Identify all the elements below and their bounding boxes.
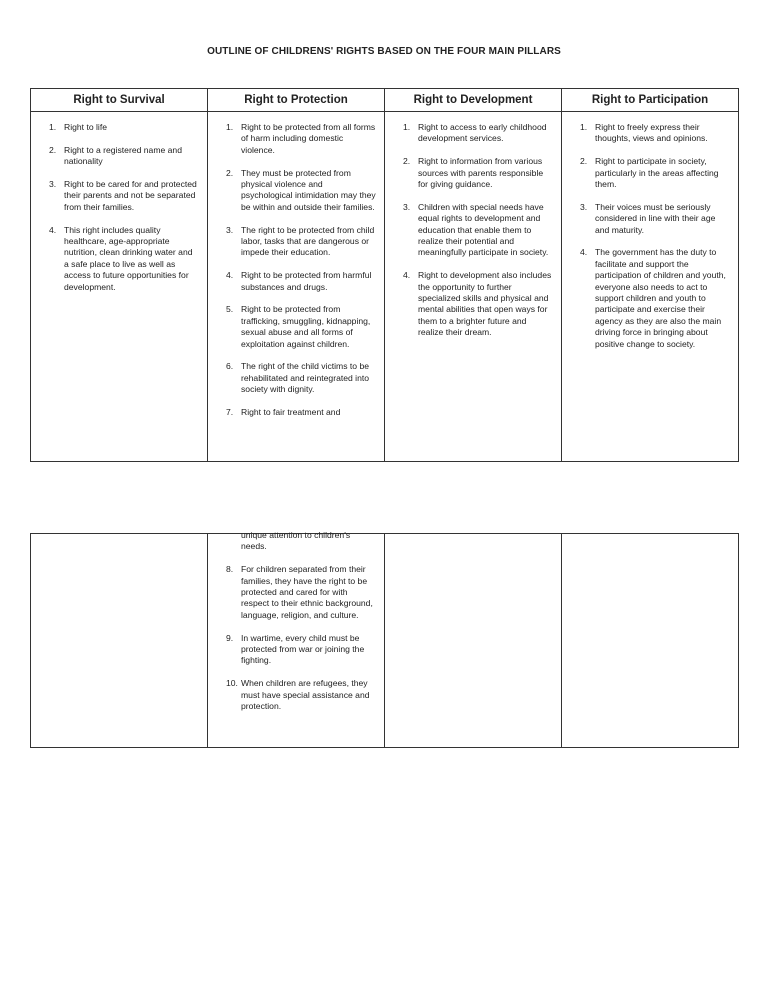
list-item	[208, 361, 384, 395]
list-item	[562, 247, 738, 350]
list-item	[208, 678, 384, 712]
item-number: 6.	[226, 361, 234, 372]
protection-cell	[208, 112, 385, 462]
item-text: Right to be protected from trafficking, smuggling, kidnapping, sexual abuse and all forms of exploitation against children.	[241, 304, 371, 349]
item-number: 1.	[403, 122, 411, 132]
participation-cell	[562, 112, 739, 462]
item-number: 3.	[580, 201, 588, 212]
item-text: This right includes quality healthcare, age-appropriate nutrition, clean drinking water and a safe place to live as well as access to future opportunities for development.	[64, 224, 193, 292]
item-number: 3.	[49, 179, 57, 189]
list-item	[208, 407, 384, 418]
list-item	[385, 122, 561, 145]
item-number: 5.	[226, 304, 234, 315]
item-number: 1.	[49, 122, 57, 132]
list-item	[208, 633, 384, 667]
item-number: 10.	[226, 678, 238, 689]
list-item	[208, 225, 384, 259]
list-item	[562, 156, 738, 190]
header-development: Right to Development	[385, 89, 562, 112]
rights-table	[30, 88, 739, 462]
survival-list	[31, 122, 207, 293]
item-text: Right to information from various sources with parents responsible for giving guidance.	[418, 156, 544, 190]
item-text: Right to freely express their thoughts, views and opinions.	[595, 122, 708, 144]
header-survival: Right to Survival	[31, 89, 208, 112]
item-number: 4.	[226, 270, 234, 281]
item-number: 3.	[226, 224, 234, 235]
item-number: 2.	[580, 156, 588, 167]
header-participation: Right to Participation	[562, 89, 739, 112]
item-number: 4.	[403, 270, 411, 281]
item-number: 8.	[226, 564, 234, 575]
list-item	[385, 270, 561, 338]
item-text: The right to be protected from child labor, tasks that are dangerous or impede their education.	[241, 224, 375, 258]
list-item	[208, 270, 384, 293]
item-number: 4.	[580, 247, 588, 258]
item-text: Right to access to early childhood development services.	[418, 122, 547, 144]
item-text: Right to life	[64, 122, 107, 132]
list-item	[31, 225, 207, 293]
development-cell	[385, 112, 562, 462]
header-row	[31, 89, 739, 112]
item-number: 1.	[580, 122, 588, 132]
item-number: 4.	[49, 224, 57, 235]
item-text: Children with special needs have equal rights to development and education that enable them to realize their potential and meaningfully participate in society.	[418, 201, 549, 258]
content-row	[31, 112, 739, 462]
rights-table-continued	[30, 530, 739, 748]
list-item	[385, 156, 561, 190]
list-item	[31, 122, 207, 133]
protection-list-continued	[208, 564, 384, 712]
list-item	[31, 145, 207, 168]
document-title: OUTLINE OF CHILDRENS' RIGHTS BASED ON THE FOUR MAIN PILLARS	[207, 46, 561, 57]
item-number: 2.	[403, 156, 411, 167]
list-item	[31, 179, 207, 213]
item-text: Right to fair treatment and	[241, 407, 341, 418]
item-text: The government has the duty to facilitate and support the participation of children and youth, everyone also needs to act to support children and youth to participate and exercise their agency as they are also the main driving force in bringing about positive change to society.	[595, 247, 726, 349]
continued-fragment: unique attention to children's needs.	[241, 530, 351, 552]
item-text: They must be protected from physical violence and psychological intimidation may they be within and outside their families.	[241, 167, 376, 212]
header-protection: Right to Protection	[208, 89, 385, 112]
item-number: 3.	[403, 201, 411, 212]
list-item	[208, 122, 384, 156]
item-text: Right to development also includes the opportunity to further specialized skills and physical and mental abilities that open ways for them to a brighter future and realize their dream.	[418, 270, 552, 338]
item-text: For children separated from their families, they have the right to be protected and cared for with respect to their ethnic background, language, religion, and culture.	[241, 564, 373, 620]
item-text: Right to be cared for and protected their parents and not be separated from their families.	[64, 179, 197, 212]
participation-cell-continued	[562, 534, 739, 748]
survival-cell-continued	[31, 534, 208, 748]
item-text: In wartime, every child must be protected from war or joining the fighting.	[241, 632, 365, 666]
list-item	[562, 202, 738, 236]
item-number: 7.	[226, 407, 234, 418]
item-text: Right to be protected from harmful substances and drugs.	[241, 270, 372, 292]
protection-cell-continued	[208, 530, 385, 748]
development-cell-continued	[385, 534, 562, 748]
item-text: The right of the child victims to be rehabilitated and reintegrated into society with dignity.	[241, 361, 370, 395]
item-text: Right to a registered name and nationality	[64, 144, 182, 167]
survival-cell	[31, 112, 208, 462]
item-text: When children are refugees, they must have special assistance and protection.	[241, 678, 370, 712]
item-number: 1.	[226, 122, 234, 132]
item-text: Right to participate in society, particularly in the areas affecting them.	[595, 156, 719, 190]
participation-list	[562, 122, 738, 350]
list-item	[208, 168, 384, 214]
item-number: 9.	[226, 632, 234, 643]
development-list	[385, 122, 561, 339]
item-text: Right to be protected from all forms of harm including domestic violence.	[241, 122, 376, 155]
item-text: Their voices must be seriously considered in line with their age and maturity.	[595, 201, 716, 235]
item-number: 2.	[226, 167, 234, 178]
list-item	[562, 122, 738, 145]
list-item	[208, 304, 384, 350]
protection-list	[208, 122, 384, 418]
item-number: 2.	[49, 144, 57, 155]
continued-row	[31, 534, 739, 748]
list-item	[208, 564, 384, 621]
list-item	[385, 202, 561, 259]
